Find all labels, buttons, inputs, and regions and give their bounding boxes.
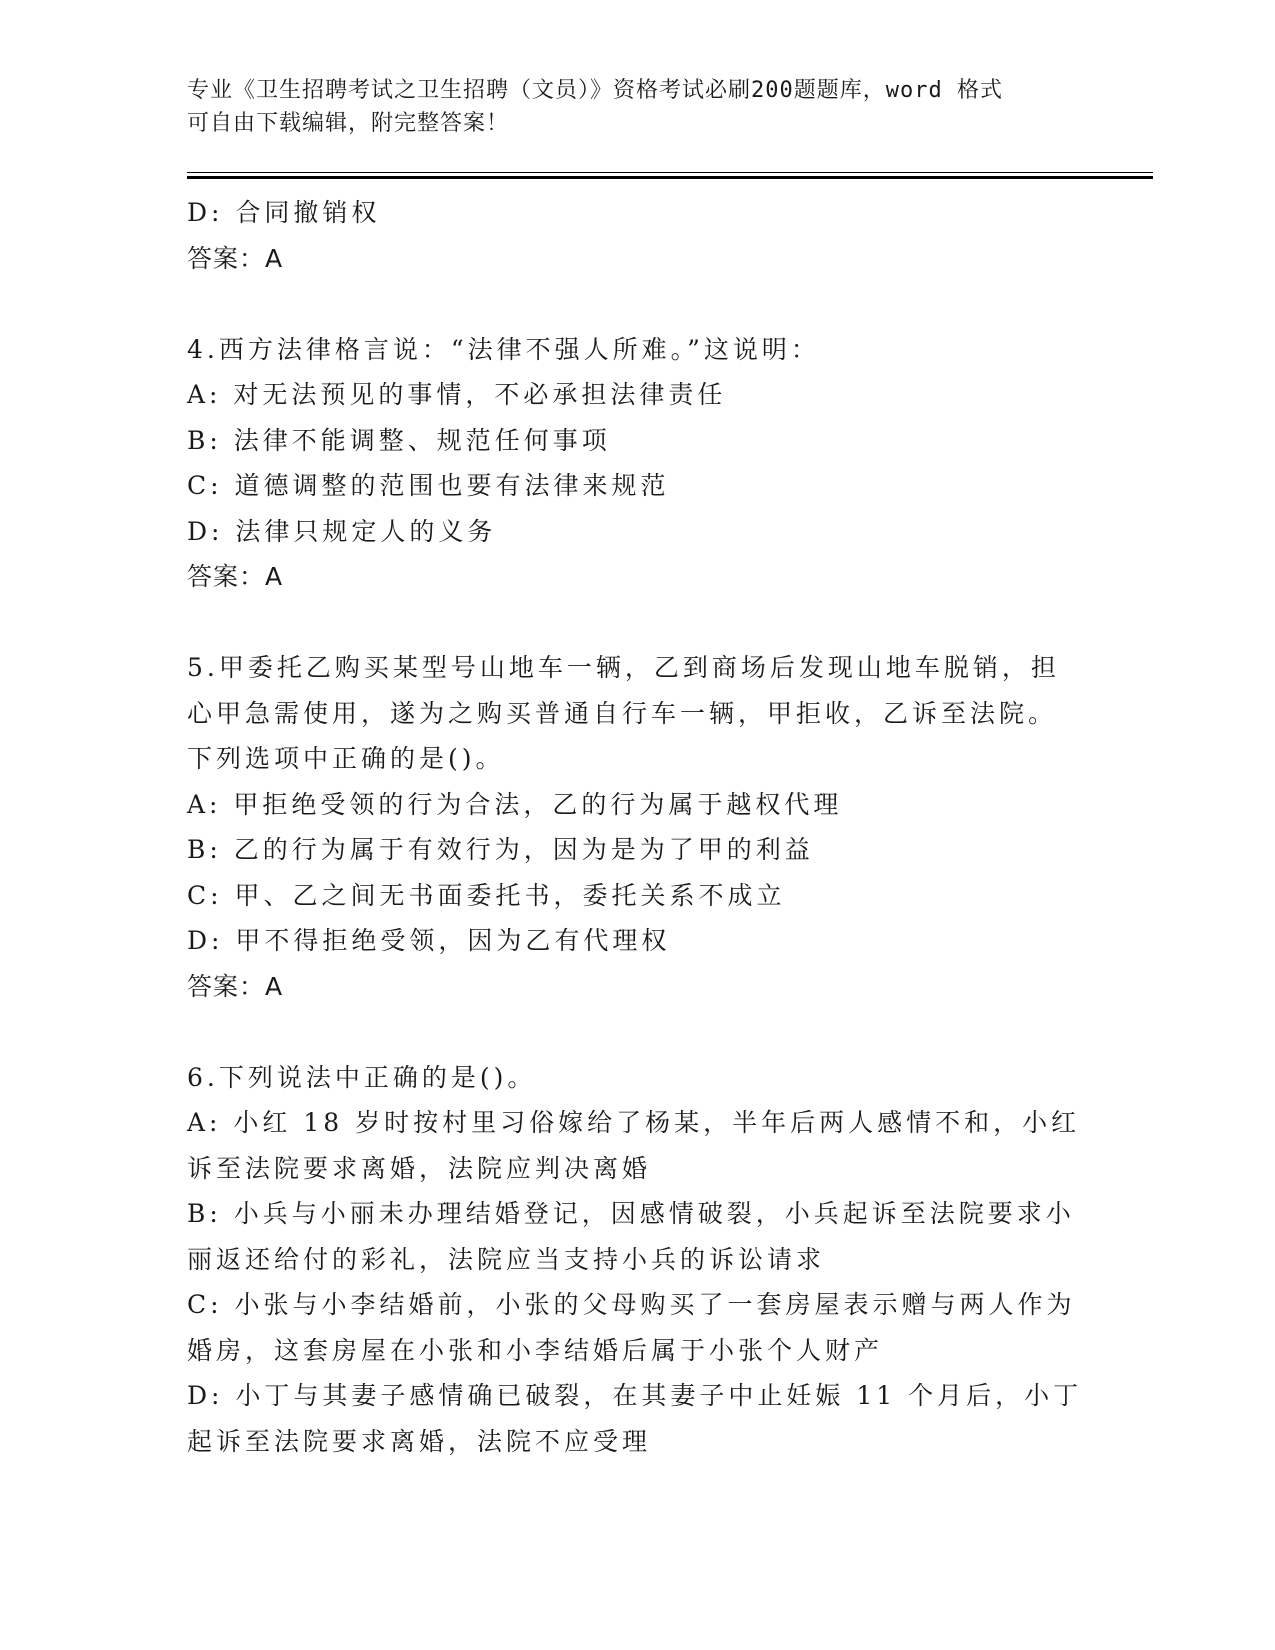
document-body (187, 190, 1087, 1464)
option-d: D: 甲不得拒绝受领，因为乙有代理权 (187, 926, 671, 955)
answer-line: 答案：A (187, 243, 284, 273)
question-stem: 4.西方法律格言说：“法律不强人所难。”这说明： (187, 334, 820, 364)
question-stem: 5.甲委托乙购买某型号山地车一辆，乙到商场后发现山地车脱销，担 (187, 653, 1060, 682)
option-b: B: 乙的行为属于有效行为，因为是为了甲的利益 (187, 835, 814, 864)
question-block (187, 190, 1087, 281)
option-b-continued: 丽返还给付的彩礼，法院应当支持小兵的诉讼请求 (187, 1244, 826, 1274)
header-rule-thin (187, 172, 1153, 173)
option-a: A: 小红 18 岁时按村里习俗嫁给了杨某，半年后两人感情不和，小红 (187, 1108, 1081, 1137)
option-a: A: 对无法预见的事情，不必承担法律责任 (187, 380, 727, 409)
option-c-continued: 婚房，这套房屋在小张和小李结婚后属于小张个人财产 (187, 1335, 884, 1365)
question-6 (187, 1055, 1087, 1465)
question-spacer (187, 281, 1087, 327)
header-title-line-1: 专业《卫生招聘考试之卫生招聘（文员）》资格考试必刷200题题库，word 格式 (187, 78, 1003, 103)
header-title-line-2: 可自由下载编辑，附完整答案！ (187, 111, 510, 136)
question-stem: 6.下列说法中正确的是()。 (187, 1062, 537, 1092)
option-d-continued: 起诉至法院要求离婚，法院不应受理 (187, 1426, 652, 1456)
option-d: D: 合同撤销权 (187, 198, 381, 227)
option-c: C: 小张与小李结婚前，小张的父母购买了一套房屋表示赠与两人作为 (187, 1290, 1076, 1319)
document-header (187, 74, 1087, 140)
question-5 (187, 645, 1087, 1009)
option-a: A: 甲拒绝受领的行为合法，乙的行为属于越权代理 (187, 789, 843, 819)
question-stem: 心甲急需使用，遂为之购买普通自行车一辆，甲拒收，乙诉至法院。 (187, 698, 1058, 728)
answer-line: 答案：A (187, 562, 284, 591)
header-rule-thick (187, 176, 1153, 179)
option-a-continued: 诉至法院要求离婚，法院应判决离婚 (187, 1153, 652, 1183)
question-spacer (187, 600, 1087, 646)
option-b: B: 法律不能调整、规范任何事项 (187, 425, 611, 455)
option-b: B: 小兵与小丽未办理结婚登记，因感情破裂，小兵起诉至法院要求小 (187, 1199, 1075, 1228)
answer-line: 答案：A (187, 971, 284, 1001)
question-stem: 下列选项中正确的是()。 (187, 744, 505, 773)
option-c: C: 道德调整的范围也要有法律来规范 (187, 471, 670, 500)
question-spacer (187, 1009, 1087, 1055)
question-4 (187, 327, 1087, 600)
option-d: D: 法律只规定人的义务 (187, 516, 497, 546)
option-d: D: 小丁与其妻子感情确已破裂，在其妻子中止妊娠 11 个月后，小丁 (187, 1381, 1083, 1410)
option-c: C: 甲、乙之间无书面委托书，委托关系不成立 (187, 880, 786, 910)
